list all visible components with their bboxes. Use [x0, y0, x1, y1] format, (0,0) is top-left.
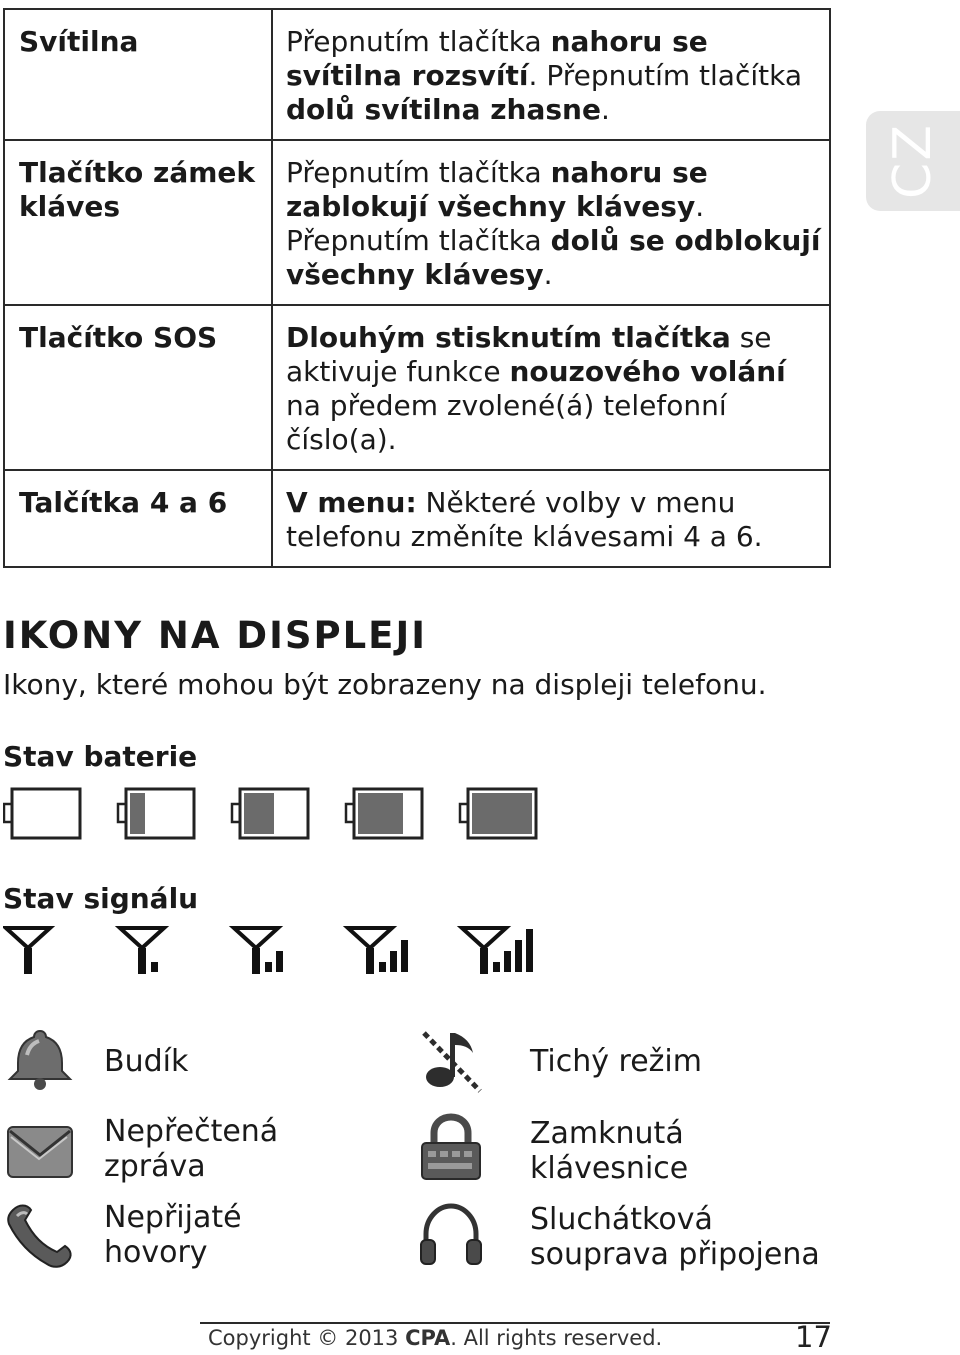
padlock-icon [416, 1113, 486, 1183]
description-text: . [543, 258, 553, 291]
description-text: Přepnutím tlačítka [286, 156, 551, 189]
copyright-text: Copyright © 2013 [208, 1326, 406, 1350]
battery-level-icon [4, 789, 80, 838]
language-tab-label: CZ [883, 123, 943, 199]
description-bold: dolů se odblokují všechny klávesy [286, 224, 821, 291]
key-name: Talčítka 4 a 6 [4, 470, 272, 567]
legend-label-envelope: Nepřečtená zpráva [104, 1114, 279, 1184]
copyright [208, 1326, 662, 1350]
signal-strength-icon [234, 928, 283, 972]
battery-level-icon [346, 789, 422, 838]
phone-handset-icon [5, 1200, 75, 1270]
key-name: Tlačítko zámek kláves [4, 140, 272, 305]
language-tab [866, 111, 960, 211]
signal-strength-icon [6, 928, 50, 972]
signal-icons-row [3, 922, 563, 977]
description-text: na předem zvolené(á) telefonní číslo(a). [286, 389, 727, 456]
section-intro: Ikony, které mohou být zobrazeny na displeji telefonu. [3, 668, 767, 701]
key-name: Svítilna [4, 9, 272, 140]
legend-label-phone: Nepřijaté hovory [104, 1200, 242, 1270]
description-text: . [600, 93, 610, 126]
music-note-crossed-icon [416, 1025, 486, 1095]
table-row [4, 9, 830, 140]
description-bold: nouzového volání [509, 355, 786, 388]
key-name: Tlačítko SOS [4, 305, 272, 470]
description-bold: nahoru se svítilna rozsvítí [286, 25, 708, 92]
battery-icons [3, 786, 563, 841]
brand-name: CPA [405, 1326, 451, 1350]
description-bold: nahoru se zablokují všechny klávesy [286, 156, 708, 223]
signal-strength-icon [348, 928, 408, 972]
battery-level-icon [460, 789, 536, 838]
table-row [4, 140, 830, 305]
key-description [272, 470, 830, 567]
table-row [4, 470, 830, 567]
bell-icon [5, 1025, 75, 1095]
description-text: Některé volby v menu telefonu změníte klávesami 4 a 6. [286, 486, 763, 553]
battery-icons-row [3, 786, 563, 841]
legend-label-bell: Budík [104, 1044, 189, 1079]
legend-label-padlock: Zamknutá klávesnice [530, 1116, 689, 1186]
footer-rule [200, 1322, 830, 1324]
description-bold: dolů svítilna zhasne [286, 93, 601, 126]
description-text: . Přepnutím tlačítka [286, 190, 705, 257]
legend-label-silent: Tichý režim [530, 1044, 702, 1079]
envelope-icon [5, 1117, 75, 1187]
battery-level-icon [232, 789, 308, 838]
description-bold: Dlouhým stisknutím tlačítka [286, 321, 731, 354]
signal-icons [3, 922, 563, 977]
key-description [272, 305, 830, 470]
legend-label-headset: Sluchátková souprava připojena [530, 1202, 820, 1272]
table-row [4, 305, 830, 470]
signal-strength-icon [120, 928, 164, 972]
battery-heading: Stav baterie [3, 740, 198, 773]
description-text: Přepnutím tlačítka [286, 25, 551, 58]
keys-table [3, 8, 831, 568]
page-number: 17 [795, 1320, 832, 1354]
signal-strength-icon [462, 928, 533, 972]
copyright-rights: . All rights reserved. [450, 1326, 663, 1350]
description-text: se aktivuje funkce [286, 321, 772, 388]
key-description [272, 9, 830, 140]
key-description [272, 140, 830, 305]
description-bold: V menu: [286, 486, 417, 519]
battery-level-icon [118, 789, 194, 838]
signal-heading: Stav signálu [3, 882, 199, 915]
headset-icon [416, 1200, 486, 1270]
section-title: IKONY NA DISPLEJI [3, 614, 427, 657]
description-text: . Přepnutím tlačítka [528, 59, 802, 92]
